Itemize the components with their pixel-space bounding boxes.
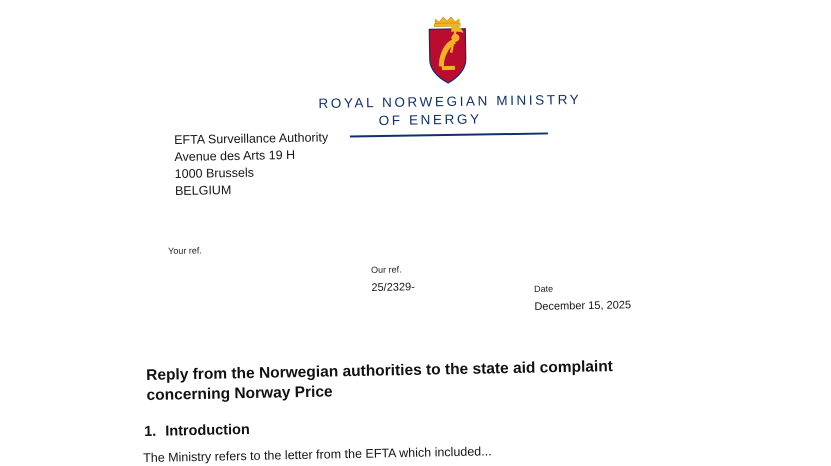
letterhead	[317, 12, 582, 138]
ministry-name-line1: ROYAL NORWEGIAN MINISTRY	[318, 91, 582, 112]
section-number: 1.	[144, 423, 157, 440]
addressee-line: Avenue des Arts 19 H	[174, 147, 296, 164]
section-title: Introduction	[165, 421, 250, 440]
your-ref-field	[168, 245, 202, 256]
addressee-line: 1000 Brussels	[174, 165, 255, 181]
date-value: December 15, 2025	[534, 299, 632, 313]
ministry-name-line2: OF ENERGY	[378, 111, 482, 129]
our-ref-field	[371, 264, 415, 294]
section-heading-introduction	[144, 422, 250, 440]
addressee-block	[174, 129, 329, 200]
date-field	[534, 282, 631, 313]
our-ref-value: 25/2329-	[371, 281, 415, 294]
page-title: Reply from the Norwegian authorities to the state aid complaint concerning Norway Price	[146, 358, 614, 404]
date-label: Date	[534, 283, 554, 294]
norwegian-coat-of-arms-icon	[421, 14, 474, 89]
our-ref-label: Our ref.	[371, 264, 402, 275]
letterhead-divider	[350, 132, 548, 137]
body-paragraph: The Ministry refers to the letter from the EFTA which included...	[143, 444, 492, 465]
your-ref-label: Your ref.	[168, 245, 202, 256]
addressee-line: BELGIUM	[174, 183, 232, 198]
addressee-line: EFTA Surveillance Authority	[174, 130, 329, 147]
